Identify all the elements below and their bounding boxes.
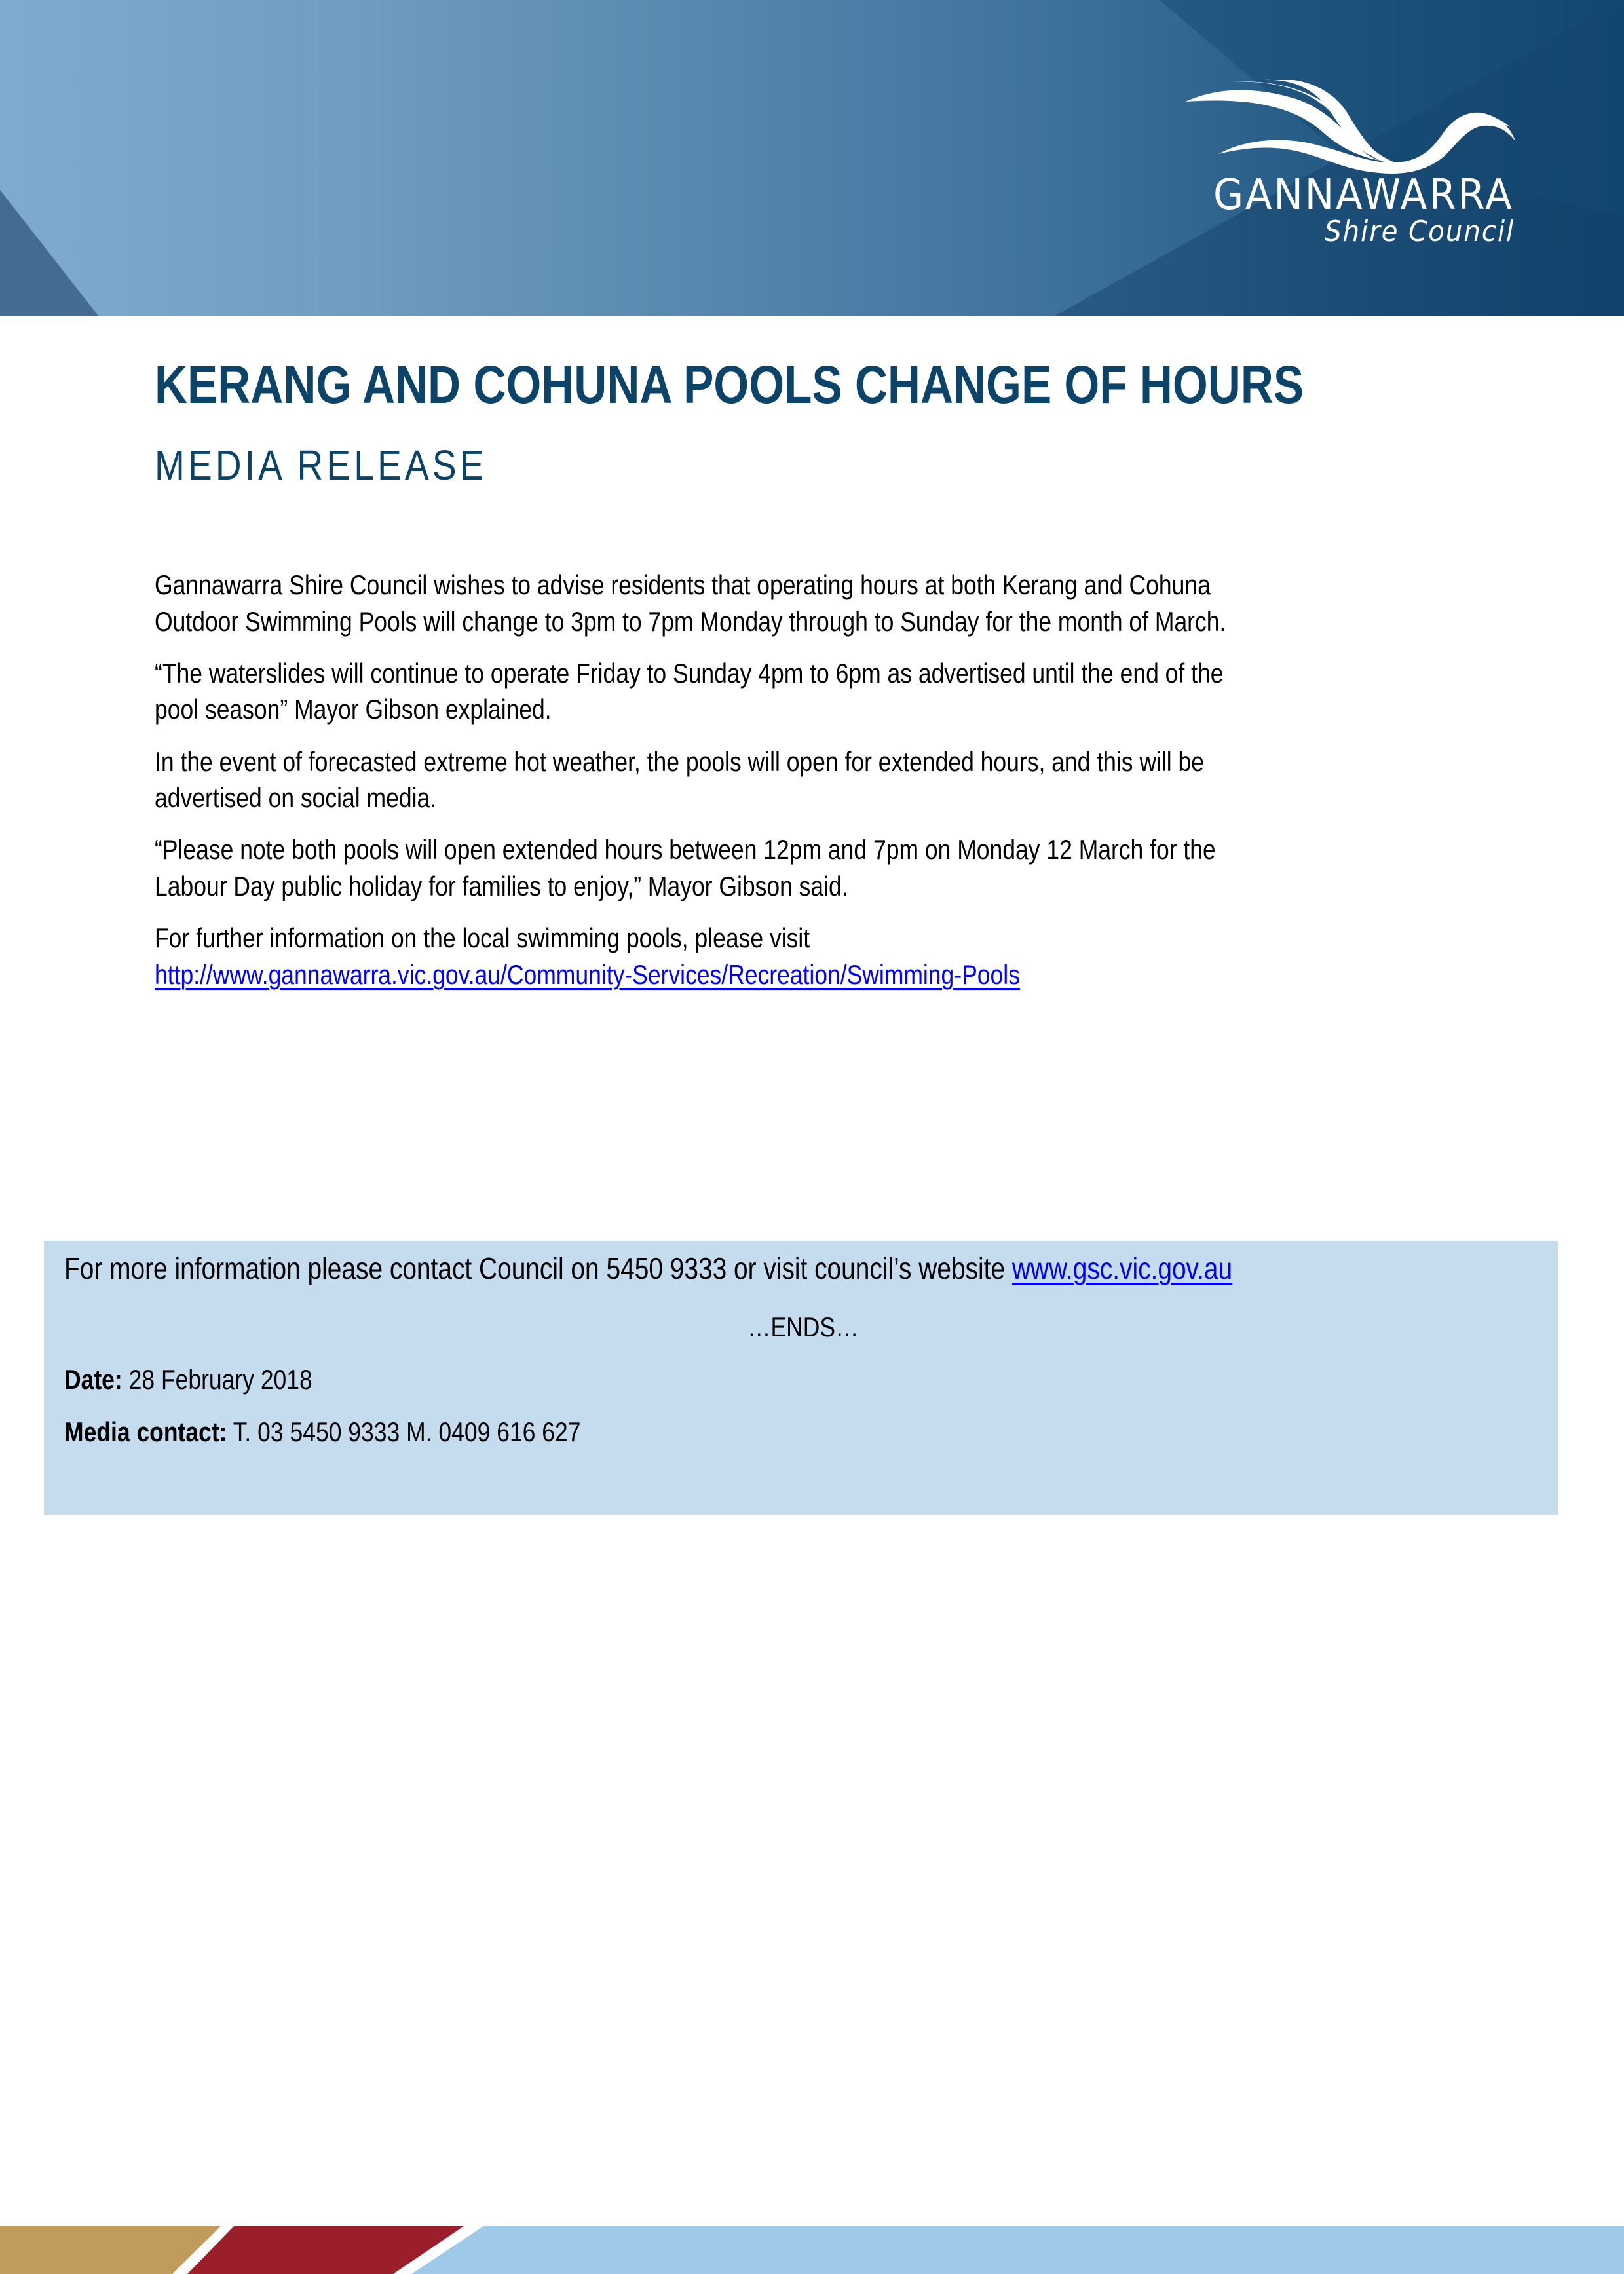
header-banner — [0, 0, 1624, 316]
swimming-pools-link-text[interactable]: http://www.gannawarra.vic.gov.au/Community-Services/Recreation/Swimming-Pools — [155, 959, 1020, 990]
logo-name-text: GANNAWARRA — [1213, 171, 1514, 219]
media-contact-label: Media contact: — [64, 1416, 227, 1447]
body-line: “The waterslides will continue to operate Friday to Sunday 4pm to 6pm as advertised until the end of the — [155, 658, 1224, 689]
body-line: pool season” Mayor Gibson explained. — [155, 694, 552, 725]
footer-color-band — [0, 2226, 1624, 2274]
body-line: advertised on social media. — [155, 782, 437, 813]
more-info-line — [64, 1250, 1232, 1287]
body-line: Gannawarra Shire Council wishes to advise residents that operating hours at both Kerang and Cohuna — [155, 569, 1211, 600]
website-link[interactable]: www.gsc.vic.gov.au — [1011, 1251, 1233, 1285]
logo-subtitle-text: Shire Council — [1325, 215, 1515, 248]
document-type-label: MEDIA RELEASE — [155, 442, 487, 489]
swimming-pools-link[interactable] — [155, 957, 1020, 993]
footer-gold-stripe — [0, 2226, 221, 2274]
body-line: Labour Day public holiday for families to enjoy,” Mayor Gibson said. — [155, 871, 848, 901]
body-line: “Please note both pools will open extended hours between 12pm and 7pm on Monday 12 March for the — [155, 834, 1216, 865]
footer-blue-stripe — [411, 2226, 1624, 2274]
contact-info-box — [44, 1241, 1558, 1515]
body-line: For further information on the local swimming pools, please visit — [155, 922, 810, 953]
more-info-text: For more information please contact Council on 5450 9333 or visit council’s website — [64, 1251, 1012, 1285]
ends-marker: …ENDS… — [747, 1312, 859, 1342]
date-value: 28 February 2018 — [122, 1364, 312, 1395]
date-label: Date: — [64, 1364, 123, 1395]
body-line: In the event of forecasted extreme hot weather, the pools will open for extended hours, and this will be — [155, 746, 1204, 777]
page-title: KERANG AND COHUNA POOLS CHANGE OF HOURS — [155, 355, 1304, 415]
media-contact-line — [64, 1414, 581, 1450]
date-line — [64, 1361, 312, 1398]
media-contact-value: T. 03 5450 9333 M. 0409 616 627 — [227, 1416, 581, 1447]
body-line: Outdoor Swimming Pools will change to 3pm to 7pm Monday through to Sunday for the month of March. — [155, 606, 1226, 637]
